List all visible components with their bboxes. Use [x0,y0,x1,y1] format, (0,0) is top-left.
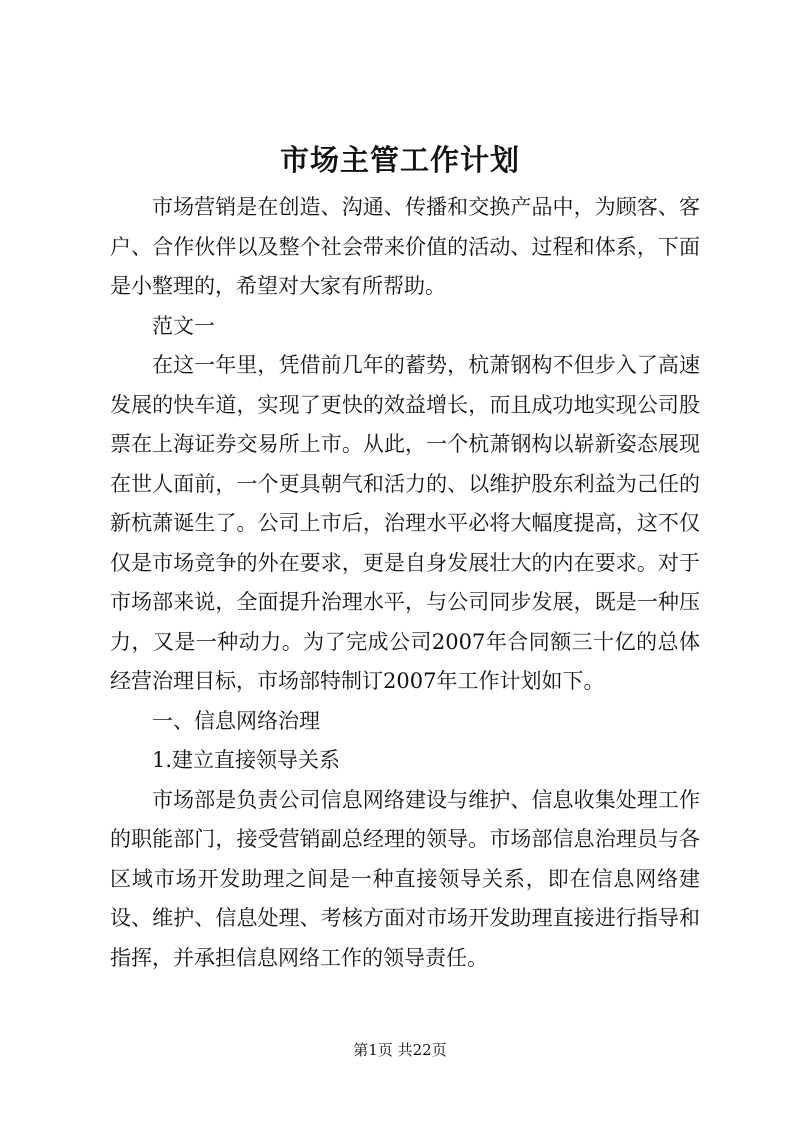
subheading-direct-leadership: 1.建立直接领导关系 [152,748,341,772]
document-title: 市场主管工作计划 [279,143,520,177]
section-heading-sample-one: 范文一 [152,313,215,338]
document-body [110,188,700,978]
section-heading-info-network: 一、信息网络治理 [152,708,320,733]
body-paragraph: 在这一年里，凭借前几年的蓄势，杭萧钢构不但步入了高速发展的快车道，实现了更快的效益增长，而且成功地实现公司股票在上海证券交易所上市。从此，一个杭萧钢构以崭新姿态展现在世人面前，一个更具朝气和活力的、以维护股东利益为己任的新杭萧诞生了。公司上市后，治理水平必将大幅度提高，这不仅仅是市场竞争的外在要求，更是自身发展壮大的内在要求。对于市场部来说，全面提升治理水平，与公司同步发展，既是一种压力，又是一种动力。为了完成公司2007年合同额三十亿的总体经营治理目标，市场部特制订2007年工作计划如下。 [110,353,700,693]
intro-paragraph: 市场营销是在创造、沟通、传播和交换产品中，为顾客、客户、合作伙伴以及整个社会带来价值的活动、过程和体系，下面是小整理的，希望对大家有所帮助。 [110,195,700,298]
page-number-footer: 第1页 共22页 [353,1041,447,1059]
body-paragraph: 市场部是负责公司信息网络建设与维护、信息收集处理工作的职能部门，接受营销副总经理的领导。市场部信息治理员与各区域市场开发助理之间是一种直接领导关系，即在信息网络建设、维护、信息处理、考核方面对市场开发助理直接进行指导和指挥，并承担信息网络工作的领导责任。 [110,787,700,970]
